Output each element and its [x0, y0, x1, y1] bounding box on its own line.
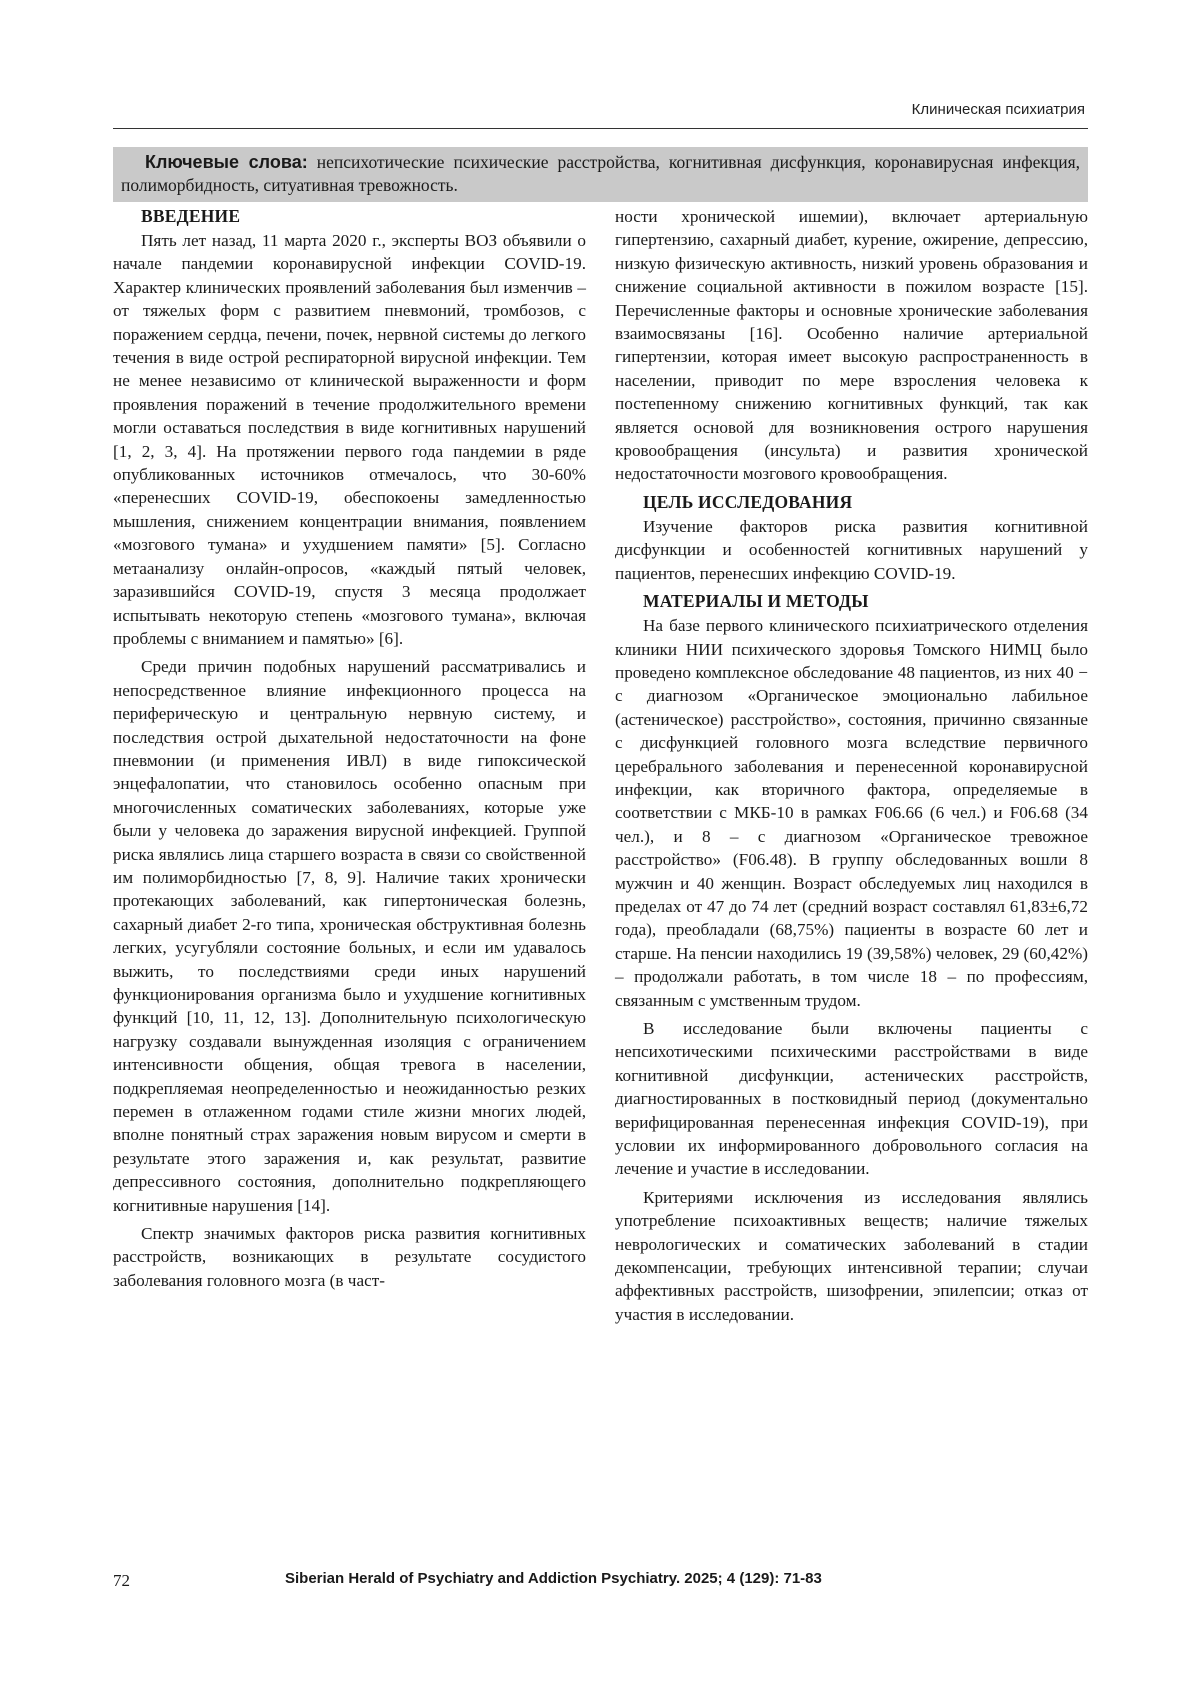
- journal-citation: Siberian Herald of Psychiatry and Addiction Psychiatry. 2025; 4 (129): 71-83: [285, 1570, 822, 1587]
- intro-continuation: ности хронической ишемии), включает артериальную гипертензию, сахарный диабет, курение, ожирение, депрессию, низкую физическую активность, низкий уровень образования и снижение социальной активности в пожилом возрасте [15]. Перечисленные факторы и основные хронические заболевания взаимосвязаны [16]. Особенно наличие артериальной гипертензии, которая имеет высокую распространенность в населении, приводит по мере взросления человека к постепенному снижению когнитивных функций, так как является основой для возникновения острого нарушения кровообращения (инсульта) и развития хронической недостаточности мозгового кровообращения.: [615, 207, 1088, 484]
- intro-paragraph: Пять лет назад, 11 марта 2020 г., эксперты ВОЗ объявили о начале пандемии коронавирусной инфекции COVID-19. Характер клинических проявлений заболевания был изменчив – от тяжелых форм с развитием пневмоний, тромбозов, с поражением сердца, печени, почек, нервной системы до легкого течения в виде острой респираторной вирусной инфекции. Тем не менее независимо от клинической выраженности и форм проявления поражений в течение продолжительного времени могли оставаться последствия в виде когнитивных нарушений [1, 2, 3, 4]. На протяжении первого года пандемии в ряде опубликованных источников отмечалось, что 30-60% «перенесших COVID-19, обеспокоены замедленностью мышления, снижением концентрации внимания, появлением «мозгового тумана» и ухудшением памяти» [5]. Согласно метаанализу онлайн-опросов, «каждый пятый человек, заразившийся COVID-19, спустя 3 месяца продолжает испытывать некоторую степень «мозгового тумана», включая проблемы с вниманием и памятью» [6].: [113, 231, 586, 648]
- keywords-block: [113, 147, 1088, 202]
- intro-heading: ВВЕДЕНИЕ: [141, 206, 241, 226]
- methods-paragraph: Критериями исключения из исследования являлись употребление психоактивных веществ; наличие тяжелых неврологических и соматических заболеваний в стадии декомпенсации, требующих интенсивной терапии; случаи аффективных расстройств, шизофрении, эпилепсии; отказ от участия в исследовании.: [615, 1187, 1088, 1324]
- goal-heading: ЦЕЛЬ ИССЛЕДОВАНИЯ: [643, 491, 853, 512]
- left-column: [113, 205, 586, 1297]
- keywords-label: Ключевые слова:: [145, 152, 308, 172]
- methods-paragraph: На базе первого клинического психиатрического отделения клиники НИИ психического здоровья Томского НИМЦ было проведено комплексное обследование 48 пациентов, из них 40 − с диагнозом «Органическое эмоционально лабильное (астеническое) расстройство», состояния, причинно связанные с дисфункцией головного мозга вследствие первичного церебрального заболевания и перенесенной коронавирусной инфекции, как вторичного фактора, определяемые в соответствии с МКБ-10 в рамках F06.66 (6 чел.) и F06.68 (34 чел.), и 8 – с диагнозом «Органическое тревожное расстройство» (F06.48). В группу обследованных вошли 8 мужчин и 40 женщин. Возраст обследуемых лиц находился в пределах от 47 до 74 лет (средний возраст составлял 61,83±6,72 года), преобладали (68,75%) пациенты в возрасте 60 лет и старше. На пенсии находились 19 (39,58%) человек, 29 (60,42%) – продолжали работать, в том числе 18 – по профессиям, связанным с умственным трудом.: [615, 616, 1088, 1010]
- header-rule: [113, 128, 1088, 129]
- page-number: 72: [113, 1571, 130, 1590]
- intro-paragraph: Среди причин подобных нарушений рассматривались и непосредственное влияние инфекционного процесса на периферическую и центральную нервную систему, и последствия острой дыхательной недостаточности на фоне пневмонии (и применения ИВЛ) в виде гипоксической энцефалопатии, что становилось особенно опасным при многочисленных соматических заболеваниях, которые уже были у человека до заражения вирусной инфекцией. Группой риска являлись лица старшего возраста в связи со свойственной им полиморбидностью [7, 8, 9]. Наличие таких хронически протекающих заболеваний, как гипертоническая болезнь, сахарный диабет 2-го типа, хроническая обструктивная болезнь легких, усугубляли состояние больных, и если им удавалось выжить, то последствиями среди иных нарушений функционирования организма было и ухудшение когнитивных функций [10, 11, 12, 13]. Дополнительную психологическую нагрузку создавали вынужденная изоляция с ограничением интенсивности общения, общая тревога в населении, подкрепляемая неопределенностью и неожиданностью резких перемен в отлаженном годами стиле жизни многих людей, вполне понятный страх заражения новым вирусом и смерти в результате этого заражения и, как результат, развитие депрессивного состояния, дополнительно подкрепляющего когнитивные нарушения [14].: [113, 657, 586, 1215]
- methods-heading: МАТЕРИАЛЫ И МЕТОДЫ: [643, 591, 869, 612]
- intro-paragraph: Спектр значимых факторов риска развития когнитивных расстройств, возникающих в результате сосудистого заболевания головного мозга (в част-: [113, 1224, 586, 1290]
- running-head: Клиническая психиатрия: [911, 101, 1085, 118]
- right-column: [615, 205, 1088, 1331]
- methods-paragraph: В исследование были включены пациенты с непсихотическими психическими расстройствами в виде когнитивной дисфункции, астенических расстройств, диагностированных в постковидный период (документально верифицированная перенесенная инфекция COVID-19), при условии их информированного добровольного согласия на лечение и участие в исследовании.: [615, 1019, 1088, 1179]
- keywords-text: непсихотические психические расстройства, когнитивная дисфункция, коронавирусная инфекция, полиморбидность, ситуативная тревожность.: [121, 152, 1080, 195]
- goal-paragraph: Изучение факторов риска развития когнитивной дисфункции и особенностей когнитивных нарушений у пациентов, перенесших инфекцию COVID-19.: [615, 516, 1088, 583]
